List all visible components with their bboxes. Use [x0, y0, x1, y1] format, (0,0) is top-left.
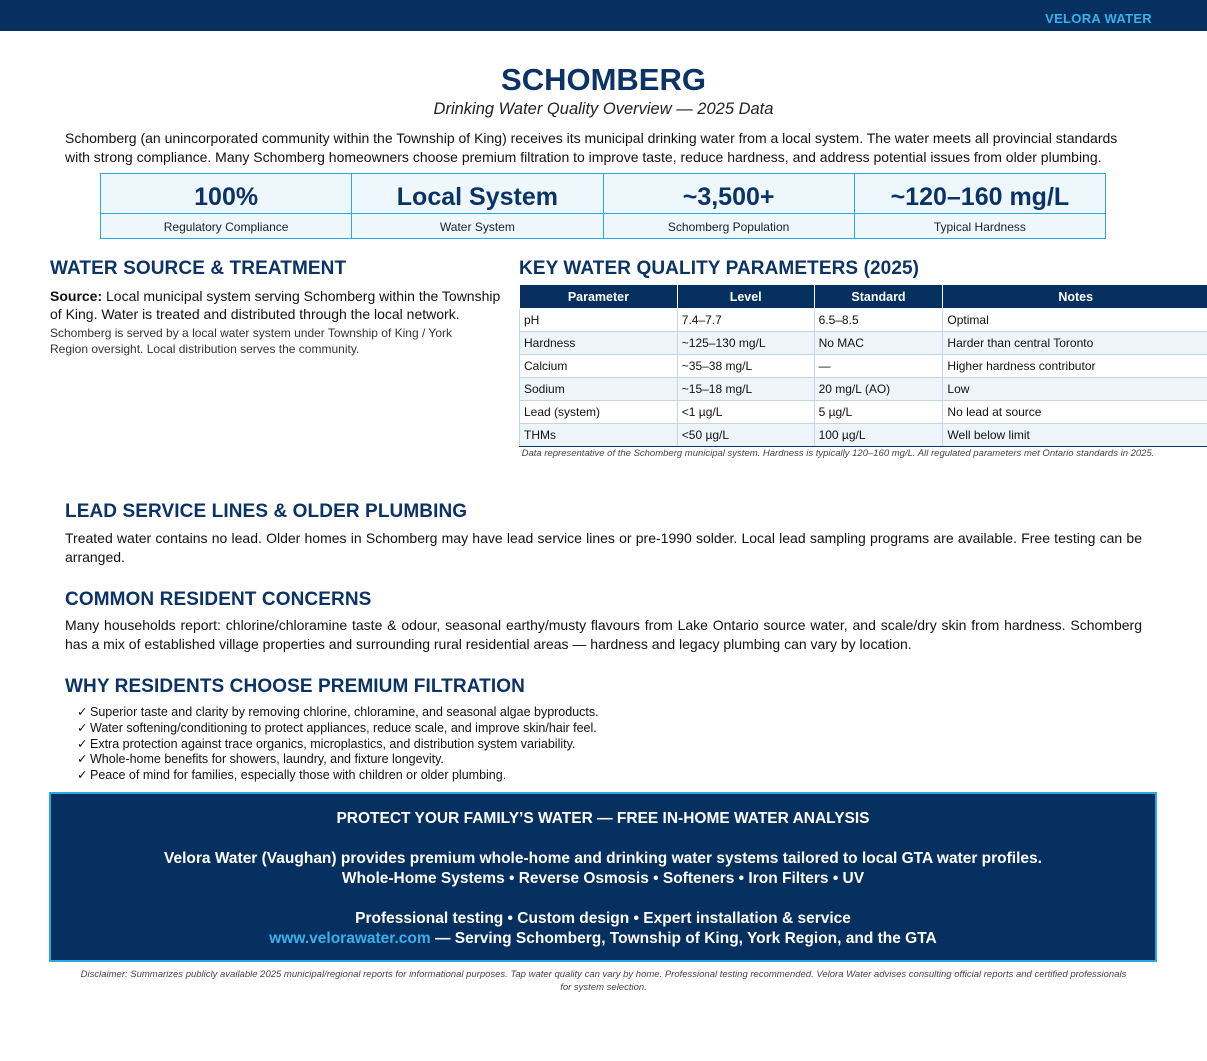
- cta-products: Whole-Home Systems • Reverse Osmosis • Softeners • Iron Filters • UV: [341, 870, 865, 887]
- stat-system: [352, 174, 603, 238]
- column-header: Notes: [943, 285, 1207, 309]
- lead-heading: LEAD SERVICE LINES & OLDER PLUMBING: [65, 501, 468, 522]
- cta-headline: PROTECT YOUR FAMILY’S WATER — FREE IN-HOME WATER ANALYSIS: [336, 810, 870, 827]
- column-header: Standard: [814, 285, 943, 309]
- cta-services: Professional testing • Custom design • Expert installation & service: [355, 910, 851, 927]
- table-cell: ~125–130 mg/L: [677, 332, 814, 355]
- source-note: Schomberg is served by a local water system under Township of King / York Region oversight. Local distribution serves the community.: [50, 326, 452, 356]
- table-cell: Well below limit: [943, 424, 1207, 447]
- checkmark-icon: ✓: [77, 705, 88, 719]
- table-row: [520, 378, 1207, 401]
- cta-footer-line: [51, 930, 1155, 948]
- table-cell: pH: [520, 309, 678, 332]
- list-item-text: Peace of mind for families, especially those with children or older plumbing.: [90, 768, 507, 783]
- list-item: [77, 737, 599, 753]
- table-row: [520, 309, 1207, 332]
- stat-value: ~120–160 mg/L: [855, 174, 1105, 214]
- table-cell: 100 µg/L: [814, 424, 943, 447]
- table-cell: 7.4–7.7: [677, 309, 814, 332]
- checkmark-icon: ✓: [77, 720, 88, 735]
- table-footnote: Data representative of the Schomberg municipal system. Hardness is typically 120–160 mg/L. All regulated parameters met Ontario standards in 2025.: [521, 448, 1155, 459]
- table-cell: Low: [943, 378, 1207, 401]
- water-source-heading: WATER SOURCE & TREATMENT: [50, 258, 347, 279]
- table-cell: Lead (system): [520, 401, 678, 424]
- page-title: SCHOMBERG: [501, 62, 706, 97]
- table-row: [520, 332, 1207, 355]
- service-area: — Serving Schomberg, Township of King, York Region, and the GTA: [430, 930, 937, 947]
- table-cell: —: [814, 355, 943, 378]
- table-cell: 5 µg/L: [814, 401, 943, 424]
- checkmark-icon: ✓: [77, 768, 88, 783]
- disclaimer: Disclaimer: Summarizes publicly available 2025 municipal/regional reports for informational purposes. Tap water quality can vary by home. Professional testing recommended. Velora Water advises consulting official reports and certified professionals for system selection.: [80, 969, 1127, 993]
- table-cell: THMs: [520, 424, 678, 447]
- source-paragraph: [50, 287, 505, 323]
- parameters-heading: KEY WATER QUALITY PARAMETERS (2025): [519, 258, 920, 279]
- column-header: Parameter: [520, 285, 678, 309]
- source-label: Source:: [50, 288, 103, 304]
- list-item-text: Whole-home benefits for showers, laundry, and fixture longevity.: [90, 752, 444, 767]
- stat-label: Schomberg Population: [667, 220, 790, 234]
- list-item: [77, 721, 599, 737]
- table-cell: ~15–18 mg/L: [677, 378, 814, 401]
- list-item: [77, 768, 599, 784]
- table-cell: Harder than central Toronto: [943, 332, 1207, 355]
- table-cell: No MAC: [814, 332, 943, 355]
- table-cell: 20 mg/L (AO): [814, 378, 943, 401]
- table-cell: Optimal: [943, 309, 1207, 332]
- list-item-text: Extra protection against trace organics, microplastics, and distribution system variability.: [90, 736, 576, 751]
- table-cell: <1 µg/L: [677, 401, 814, 424]
- table-cell: <50 µg/L: [677, 424, 814, 447]
- list-item: [77, 705, 599, 721]
- website-link[interactable]: www.velorawater.com: [269, 930, 431, 947]
- stat-label: Typical Hardness: [933, 220, 1026, 234]
- stat-label: Water System: [439, 220, 515, 234]
- benefits-list: [77, 705, 599, 784]
- filtration-heading: WHY RESIDENTS CHOOSE PREMIUM FILTRATION: [65, 676, 525, 697]
- column-header: Level: [677, 285, 814, 309]
- stat-value: ~3,500+: [604, 174, 854, 214]
- list-item: [77, 752, 599, 768]
- table-row: [520, 401, 1207, 424]
- table-cell: Sodium: [520, 378, 678, 401]
- list-item-text: Water softening/conditioning to protect appliances, reduce scale, and improve skin/hair feel.: [90, 720, 597, 735]
- stat-hardness: [855, 174, 1105, 238]
- water-quality-table: [519, 284, 1207, 447]
- source-text: Local municipal system serving Schomberg within the Township of King. Water is treated and distributed through the local network.: [50, 288, 501, 322]
- concerns-heading: COMMON RESIDENT CONCERNS: [65, 589, 372, 610]
- table-cell: 6.5–8.5: [814, 309, 943, 332]
- table-row: [520, 355, 1207, 378]
- cta-description: Velora Water (Vaughan) provides premium whole-home and drinking water systems tailored to local GTA water profiles.: [164, 850, 1042, 867]
- table-cell: ~35–38 mg/L: [677, 355, 814, 378]
- table-cell: Hardness: [520, 332, 678, 355]
- stat-population: [604, 174, 855, 238]
- cta-box: [49, 792, 1157, 962]
- table-cell: No lead at source: [943, 401, 1207, 424]
- intro-paragraph: Schomberg (an unincorporated community within the Township of King) receives its municipal drinking water from a local system. The water meets all provincial standards with strong compliance. Many Schomberg homeowners choose premium filtration to improve taste, reduce hardness, and address potential issues from older plumbing.: [65, 130, 1118, 165]
- stat-value: 100%: [101, 174, 351, 214]
- checkmark-icon: ✓: [77, 752, 88, 767]
- stat-value: Local System: [352, 174, 602, 214]
- lead-paragraph: Treated water contains no lead. Older homes in Schomberg may have lead service lines or pre-1990 solder. Local lead sampling programs are available. Free testing can be arranged.: [65, 530, 1142, 565]
- brand-name: VELORA WATER: [1045, 11, 1152, 26]
- list-item-text: Superior taste and clarity by removing chlorine, chloramine, and seasonal algae byproducts.: [90, 705, 599, 719]
- checkmark-icon: ✓: [77, 736, 88, 751]
- stat-label: Regulatory Compliance: [163, 220, 289, 234]
- stats-strip: [100, 173, 1106, 239]
- table-cell: Higher hardness contributor: [943, 355, 1207, 378]
- table-row: [520, 424, 1207, 447]
- concerns-paragraph: Many households report: chlorine/chloramine taste & odour, seasonal earthy/musty flavours from Lake Ontario source water, and scale/dry skin from hardness. Schomberg has a mix of established village properties and surrounding rural residential areas — hardness and legacy plumbing can vary by location.: [65, 617, 1142, 652]
- page-subtitle: Drinking Water Quality Overview — 2025 Data: [433, 100, 774, 118]
- table-cell: Calcium: [520, 355, 678, 378]
- stat-compliance: [101, 174, 352, 238]
- top-banner: [0, 0, 1207, 31]
- table-header-row: [520, 285, 1207, 309]
